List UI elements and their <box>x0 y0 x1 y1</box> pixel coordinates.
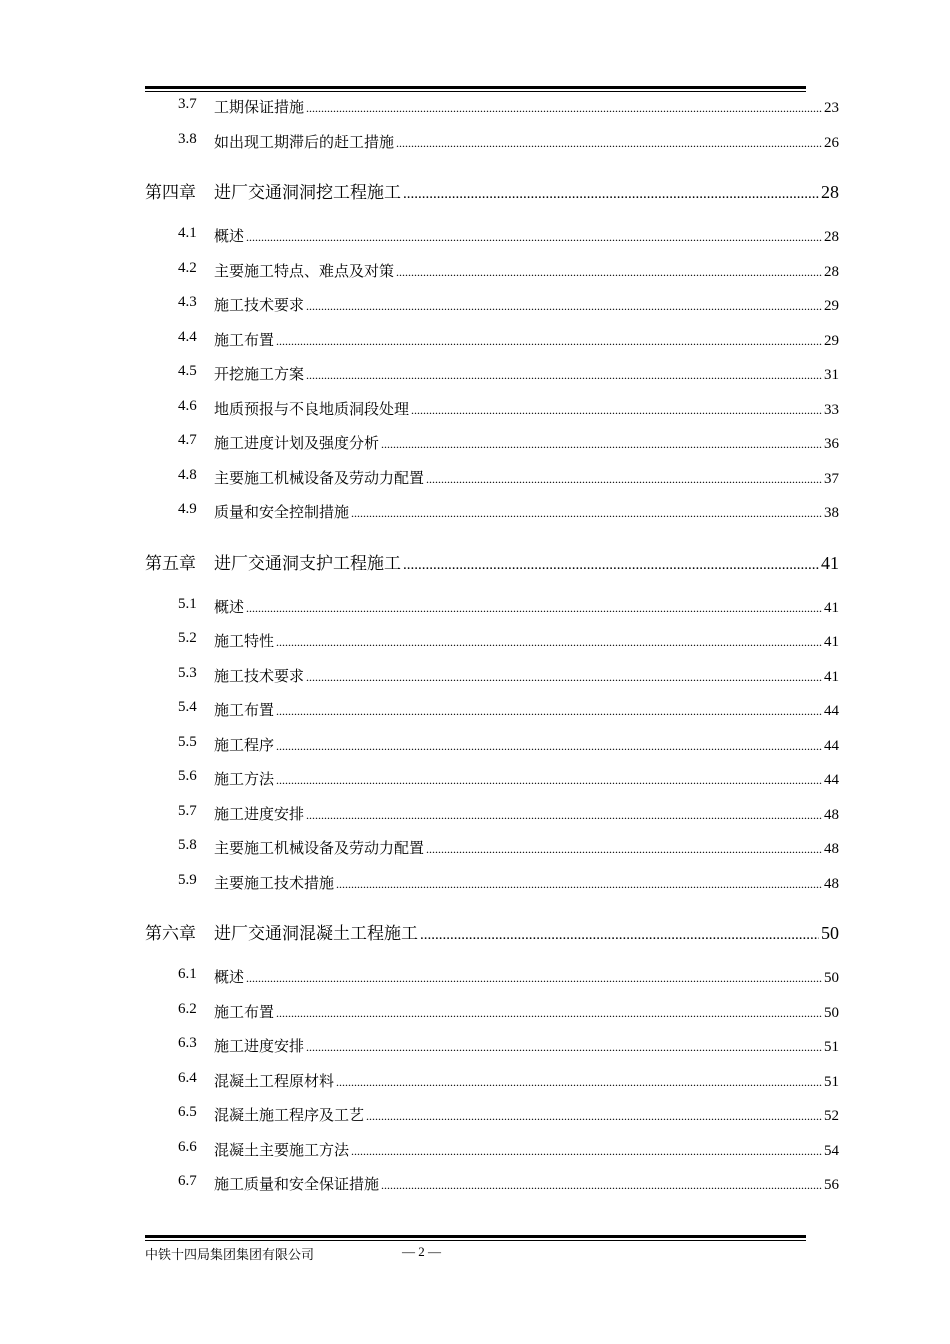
toc-section-title: 施工进度计划及强度分析 <box>214 434 380 452</box>
footer-company: 中铁十四局集团集团有限公司 <box>145 1248 315 1263</box>
toc-section-number: 6.1 <box>178 966 197 982</box>
toc-entry-body <box>214 966 839 987</box>
toc-section-title: 施工布置 <box>214 1002 275 1021</box>
toc-page-number: 28 <box>824 229 839 245</box>
toc-leader-dots <box>351 1144 822 1159</box>
toc-section-number: 4.5 <box>178 363 197 379</box>
toc-page-number: 41 <box>821 552 839 573</box>
toc-section-number: 4.6 <box>178 397 197 414</box>
toc-leader-dots <box>411 403 822 418</box>
footer-page-number: — 2 — <box>402 1244 441 1259</box>
toc-section-title: 施工布置 <box>214 701 275 719</box>
toc-leader-dots <box>396 265 822 280</box>
toc-leader-dots <box>306 299 822 314</box>
toc-section-number: 5.1 <box>178 595 197 612</box>
toc-entry-body <box>214 665 839 686</box>
toc-page-number: 41 <box>824 668 839 685</box>
toc-section-title: 如出现工期滞后的赶工措施 <box>214 132 395 151</box>
toc-page-number: 29 <box>824 298 839 314</box>
toc-entry-body <box>214 432 839 453</box>
toc-section-number: 6.5 <box>178 1104 197 1120</box>
toc-page-number: 31 <box>824 367 839 383</box>
toc-leader-dots <box>306 670 822 685</box>
toc-page-number: 36 <box>824 436 839 452</box>
toc-page-number: 56 <box>824 1177 839 1193</box>
toc-entry-body <box>214 467 839 488</box>
toc-chapter-title: 进厂交通洞洞挖工程施工 <box>214 183 401 203</box>
toc-entry-body <box>214 1139 839 1160</box>
toc-page-number: 50 <box>824 970 839 986</box>
toc-page-number: 48 <box>824 875 839 892</box>
toc-leader-dots <box>246 230 822 245</box>
toc-entry-body <box>214 734 839 755</box>
toc-entry-body <box>145 549 839 574</box>
toc-entry-body <box>214 596 839 617</box>
toc-section-title: 概述 <box>214 227 245 245</box>
toc-section-number: 5.9 <box>178 871 197 888</box>
toc-entry-body <box>214 1070 839 1091</box>
toc-leader-dots <box>306 368 822 383</box>
toc-leader-dots <box>366 1109 822 1124</box>
toc-entry-body <box>214 398 839 419</box>
toc-section-title: 概述 <box>214 968 245 986</box>
toc-entry-body <box>214 837 839 858</box>
toc-section-number: 4.3 <box>178 294 197 310</box>
toc-leader-dots <box>306 1040 822 1055</box>
toc-section-number: 3.8 <box>178 130 197 147</box>
toc-section-title: 施工特性 <box>214 632 275 650</box>
toc-section-title: 施工进度安排 <box>214 804 305 823</box>
toc-leader-dots <box>336 877 822 892</box>
toc-entry-body <box>214 225 839 246</box>
toc-entry-body <box>214 1001 839 1022</box>
toc-section-number: 5.7 <box>178 802 197 819</box>
toc-entry-body <box>214 329 839 350</box>
toc-entry-body <box>214 768 839 789</box>
toc-page-number: 50 <box>821 923 839 943</box>
toc-page-number: 29 <box>824 332 839 349</box>
toc-entry-body <box>214 260 839 281</box>
toc-section-number: 4.8 <box>178 466 197 483</box>
toc-section-title: 概述 <box>214 597 245 616</box>
toc-section-number: 3.7 <box>178 96 197 112</box>
toc-section-number: 4.1 <box>178 225 197 241</box>
toc-section-title: 施工质量和安全保证措施 <box>214 1175 380 1193</box>
toc-section-title: 主要施工机械设备及劳动力配置 <box>214 468 425 487</box>
toc-chapter-number: 第五章 <box>145 553 196 574</box>
toc-section-title: 主要施工特点、难点及对策 <box>214 261 395 280</box>
toc-section-title: 施工方法 <box>214 770 275 788</box>
header-rule-thin <box>145 91 806 92</box>
toc-leader-dots <box>276 739 822 754</box>
toc-leader-dots <box>403 557 819 574</box>
toc-page-number: 51 <box>824 1039 839 1055</box>
toc-section-title: 施工技术要求 <box>214 666 305 685</box>
toc-section-title: 施工布置 <box>214 330 275 349</box>
toc-entry-body <box>214 96 839 117</box>
toc-section-title: 施工技术要求 <box>214 296 305 314</box>
toc-leader-dots <box>403 186 819 203</box>
toc-leader-dots <box>396 136 822 151</box>
toc-page-number: 48 <box>824 841 839 857</box>
toc-section-number: 5.4 <box>178 699 197 715</box>
toc-section-title: 混凝土工程原材料 <box>214 1071 335 1090</box>
toc-section-number: 4.2 <box>178 259 197 276</box>
toc-section-number: 5.6 <box>178 768 197 784</box>
toc-section-number: 6.6 <box>178 1138 197 1155</box>
toc-page-number: 51 <box>824 1073 839 1090</box>
header-rule <box>145 86 806 89</box>
toc-section-number: 5.2 <box>178 630 197 646</box>
toc-section-number: 5.3 <box>178 664 197 681</box>
toc-entry-body <box>214 501 839 522</box>
toc-leader-dots <box>381 1178 822 1193</box>
toc-section-title: 施工进度安排 <box>214 1037 305 1055</box>
toc-page-number: 23 <box>824 100 839 116</box>
toc-leader-dots <box>336 1075 822 1090</box>
toc-leader-dots <box>426 842 822 857</box>
footer-rule-thin <box>145 1240 806 1241</box>
toc-section-title: 质量和安全控制措施 <box>214 503 350 521</box>
toc-section-title: 地质预报与不良地质洞段处理 <box>214 399 410 418</box>
toc-page-number: 44 <box>824 737 839 754</box>
toc-page-number: 54 <box>824 1142 839 1159</box>
toc-leader-dots <box>351 506 822 521</box>
toc-entry-body <box>214 131 839 152</box>
toc-entry-body <box>214 699 839 720</box>
toc-section-number: 6.3 <box>178 1035 197 1051</box>
toc-page-number: 37 <box>824 470 839 487</box>
toc-chapter-title: 进厂交通洞混凝土工程施工 <box>214 924 418 944</box>
toc-entry-body <box>145 178 839 203</box>
toc-page-number: 41 <box>824 599 839 616</box>
toc-leader-dots <box>420 927 819 944</box>
toc-chapter-number: 第四章 <box>145 183 196 203</box>
toc-section-number: 4.7 <box>178 432 197 448</box>
toc-page-number: 28 <box>821 182 839 202</box>
toc-leader-dots <box>246 601 822 616</box>
toc-leader-dots <box>276 704 822 719</box>
toc-page-number: 41 <box>824 634 839 650</box>
toc-chapter-title: 进厂交通洞支护工程施工 <box>214 553 401 574</box>
toc-entry-body <box>214 1035 839 1056</box>
toc-entry-body <box>214 803 839 824</box>
toc-entry-body <box>214 1104 839 1125</box>
toc-section-title: 施工程序 <box>214 735 275 754</box>
toc-section-title: 主要施工技术措施 <box>214 873 335 892</box>
toc-entry-body <box>214 363 839 384</box>
toc-leader-dots <box>306 808 822 823</box>
toc-section-number: 5.8 <box>178 837 197 853</box>
footer-rule <box>145 1235 806 1238</box>
toc-section-number: 5.5 <box>178 733 197 750</box>
toc-page-number: 44 <box>824 703 839 719</box>
toc-leader-dots <box>276 773 822 788</box>
toc-entry-body <box>214 630 839 651</box>
toc-leader-dots <box>246 971 822 986</box>
toc-section-number: 6.2 <box>178 1000 197 1017</box>
toc-section-number: 6.7 <box>178 1173 197 1189</box>
toc-page-number: 28 <box>824 263 839 280</box>
toc-leader-dots <box>426 472 822 487</box>
toc-leader-dots <box>276 635 822 650</box>
toc-page-number: 48 <box>824 806 839 823</box>
toc-section-title: 开挖施工方案 <box>214 365 305 383</box>
toc-page-number: 33 <box>824 401 839 418</box>
toc-leader-dots <box>276 334 822 349</box>
toc-section-title: 混凝土主要施工方法 <box>214 1140 350 1159</box>
toc-section-title: 工期保证措施 <box>214 98 305 116</box>
toc-leader-dots <box>381 437 822 452</box>
toc-section-title: 混凝土施工程序及工艺 <box>214 1106 365 1124</box>
toc-entry-body <box>214 872 839 893</box>
toc-entry-body <box>214 294 839 315</box>
toc-page-number: 50 <box>824 1004 839 1021</box>
toc-section-number: 4.9 <box>178 501 197 517</box>
toc-section-title: 主要施工机械设备及劳动力配置 <box>214 839 425 857</box>
toc-page-number: 52 <box>824 1108 839 1124</box>
toc-section-number: 6.4 <box>178 1069 197 1086</box>
toc-entry-body <box>214 1173 839 1194</box>
toc-leader-dots <box>306 101 822 116</box>
toc-section-number: 4.4 <box>178 328 197 345</box>
toc-page-number: 38 <box>824 505 839 521</box>
toc-chapter-number: 第六章 <box>145 924 196 944</box>
toc-page-number: 26 <box>824 134 839 151</box>
toc-leader-dots <box>276 1006 822 1021</box>
toc-page-number: 44 <box>824 772 839 788</box>
toc-entry-body <box>145 919 839 944</box>
